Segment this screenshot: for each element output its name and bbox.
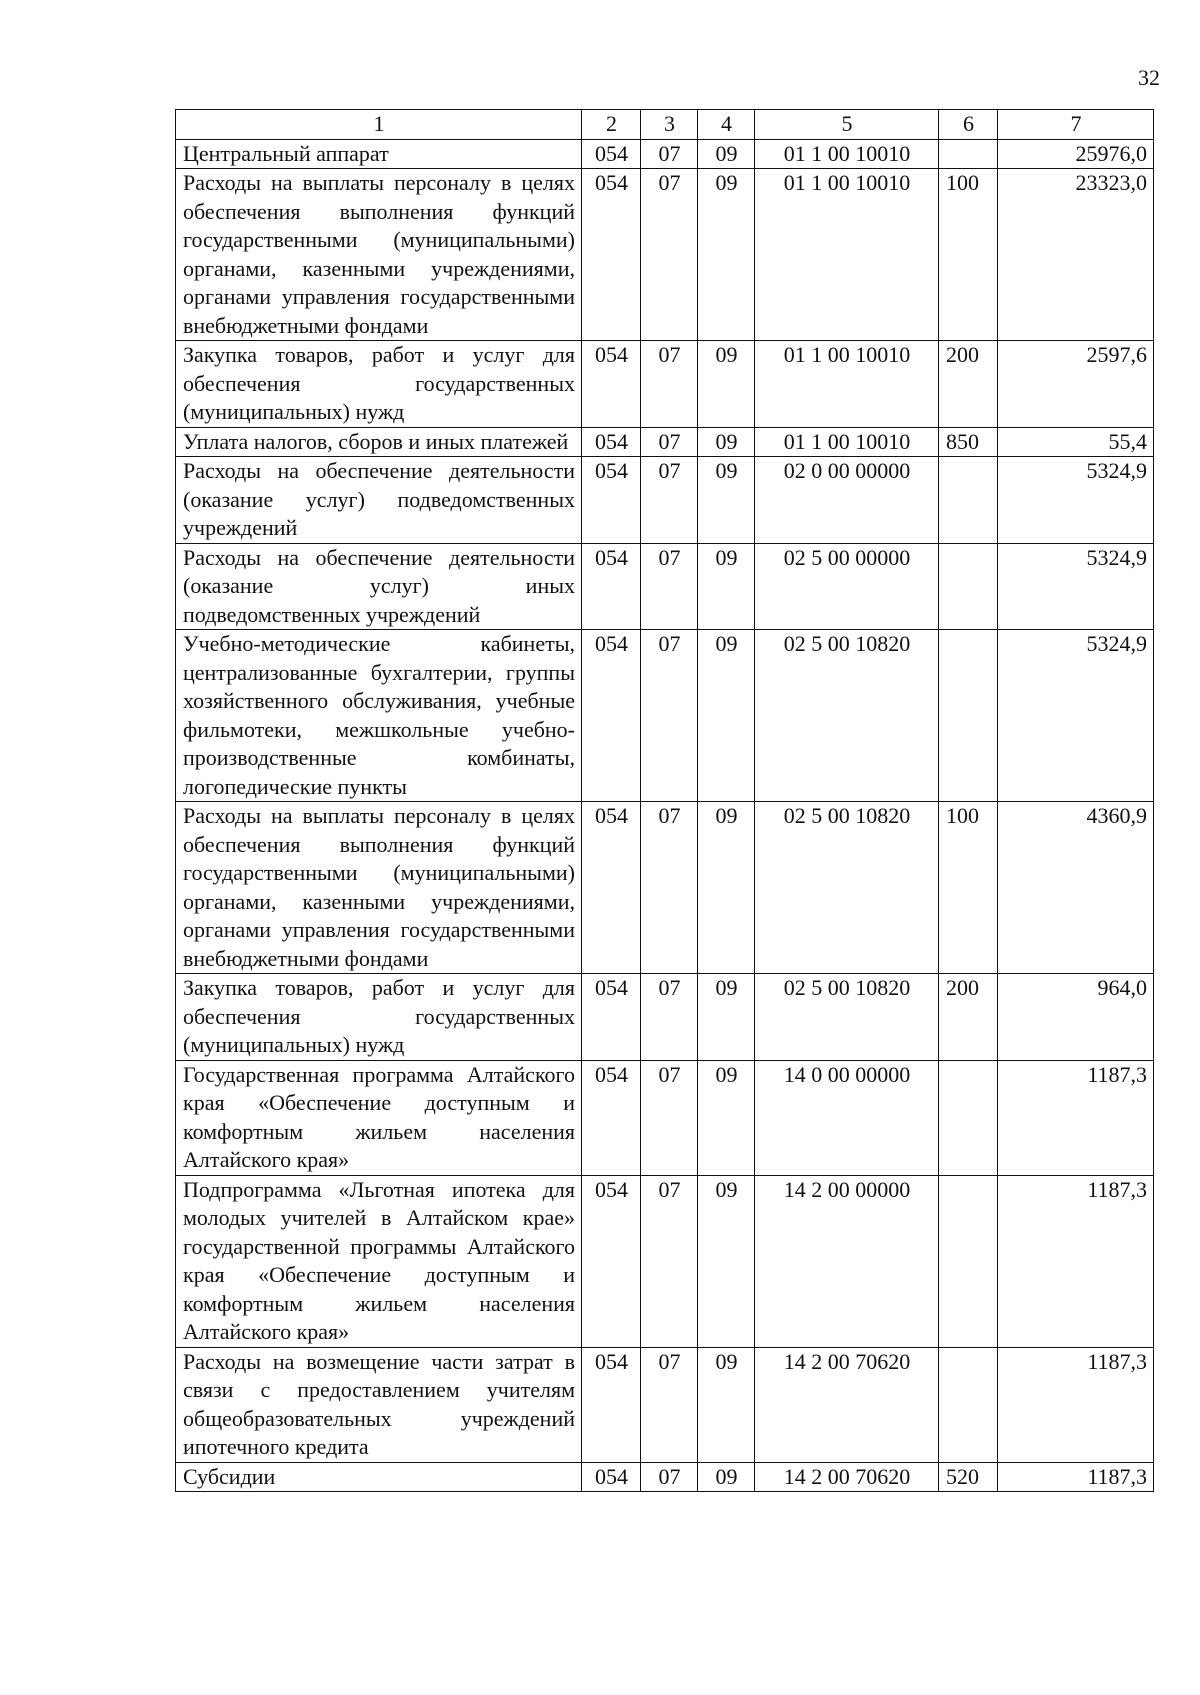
row-pr-cell: 09: [698, 630, 755, 802]
row-vr-cell: 850: [939, 427, 998, 457]
table-row: [176, 341, 1154, 428]
column-header-vr: 6: [939, 110, 998, 140]
row-csr-cell: 01 1 00 10010: [755, 169, 939, 341]
row-rz-cell: 07: [641, 139, 698, 169]
table-row: [176, 139, 1154, 169]
row-vr-cell: [939, 1060, 998, 1175]
column-header-csr: 5: [755, 110, 939, 140]
row-csr-cell: 01 1 00 10010: [755, 427, 939, 457]
table-row: [176, 630, 1154, 802]
row-csr-cell: 02 5 00 10820: [755, 974, 939, 1061]
row-ved-cell: 054: [582, 974, 641, 1061]
row-rz-cell: 07: [641, 1060, 698, 1175]
row-sum-cell: 1187,3: [998, 1175, 1154, 1347]
row-pr-cell: 09: [698, 1175, 755, 1347]
row-sum-cell: 1187,3: [998, 1060, 1154, 1175]
row-csr-cell: 01 1 00 10010: [755, 139, 939, 169]
row-name-cell: Подпрограмма «Льготная ипотека для молодых учителей в Алтайском крае» государственной программы Алтайского края «Обеспечение доступным и комфортным жильем населения Алтайского края»: [176, 1175, 582, 1347]
row-sum-cell: 23323,0: [998, 169, 1154, 341]
row-rz-cell: 07: [641, 1175, 698, 1347]
table-row: [176, 1060, 1154, 1175]
row-name-cell: Учебно-методические кабинеты, централизованные бухгалтерии, группы хозяйственного обслуживания, учебные фильмотеки, межшкольные учебно-производственные комбинаты, логопедические пункты: [176, 630, 582, 802]
row-rz-cell: 07: [641, 974, 698, 1061]
page-number: 32: [1138, 65, 1160, 90]
row-pr-cell: 09: [698, 802, 755, 974]
row-vr-cell: 520: [939, 1462, 998, 1492]
table-row: [176, 169, 1154, 341]
row-sum-cell: 5324,9: [998, 543, 1154, 630]
row-pr-cell: 09: [698, 169, 755, 341]
row-name-cell: Государственная программа Алтайского края «Обеспечение доступным и комфортным жильем населения Алтайского края»: [176, 1060, 582, 1175]
row-rz-cell: 07: [641, 630, 698, 802]
row-csr-cell: 14 2 00 70620: [755, 1347, 939, 1462]
table-row: [176, 1347, 1154, 1462]
row-csr-cell: 14 2 00 00000: [755, 1175, 939, 1347]
row-name-cell: Центральный аппарат: [176, 139, 582, 169]
row-vr-cell: 100: [939, 802, 998, 974]
header-row: [176, 110, 1154, 140]
row-csr-cell: 02 5 00 00000: [755, 543, 939, 630]
row-ved-cell: 054: [582, 457, 641, 544]
row-rz-cell: 07: [641, 543, 698, 630]
row-vr-cell: [939, 1175, 998, 1347]
row-rz-cell: 07: [641, 1462, 698, 1492]
row-ved-cell: 054: [582, 1462, 641, 1492]
row-vr-cell: [939, 1347, 998, 1462]
row-ved-cell: 054: [582, 139, 641, 169]
column-header-ved: 2: [582, 110, 641, 140]
row-rz-cell: 07: [641, 341, 698, 428]
row-pr-cell: 09: [698, 139, 755, 169]
row-vr-cell: [939, 630, 998, 802]
row-csr-cell: 14 2 00 70620: [755, 1462, 939, 1492]
row-csr-cell: 02 5 00 10820: [755, 802, 939, 974]
row-sum-cell: 5324,9: [998, 457, 1154, 544]
row-ved-cell: 054: [582, 543, 641, 630]
table-row: [176, 1462, 1154, 1492]
column-header-sum: 7: [998, 110, 1154, 140]
budget-table: [175, 109, 1154, 1492]
row-vr-cell: [939, 457, 998, 544]
row-csr-cell: 14 0 00 00000: [755, 1060, 939, 1175]
table-row: [176, 1175, 1154, 1347]
row-ved-cell: 054: [582, 630, 641, 802]
row-pr-cell: 09: [698, 1347, 755, 1462]
row-pr-cell: 09: [698, 341, 755, 428]
row-vr-cell: 100: [939, 169, 998, 341]
row-vr-cell: [939, 543, 998, 630]
row-sum-cell: 1187,3: [998, 1462, 1154, 1492]
row-csr-cell: 02 0 00 00000: [755, 457, 939, 544]
row-vr-cell: [939, 139, 998, 169]
row-sum-cell: 5324,9: [998, 630, 1154, 802]
row-pr-cell: 09: [698, 457, 755, 544]
row-rz-cell: 07: [641, 169, 698, 341]
row-rz-cell: 07: [641, 427, 698, 457]
row-pr-cell: 09: [698, 427, 755, 457]
row-sum-cell: 25976,0: [998, 139, 1154, 169]
row-pr-cell: 09: [698, 543, 755, 630]
row-sum-cell: 4360,9: [998, 802, 1154, 974]
table-row: [176, 543, 1154, 630]
row-name-cell: Расходы на выплаты персоналу в целях обеспечения выполнения функций государственными (муниципальными) органами, казенными учреждениями, органами управления государственными внебюджетными фондами: [176, 169, 582, 341]
row-csr-cell: 01 1 00 10010: [755, 341, 939, 428]
row-ved-cell: 054: [582, 802, 641, 974]
table-row: [176, 427, 1154, 457]
row-pr-cell: 09: [698, 1060, 755, 1175]
row-name-cell: Расходы на обеспечение деятельности (оказание услуг) иных подведомственных учреждений: [176, 543, 582, 630]
row-pr-cell: 09: [698, 974, 755, 1061]
row-ved-cell: 054: [582, 341, 641, 428]
row-rz-cell: 07: [641, 1347, 698, 1462]
column-header-rz: 3: [641, 110, 698, 140]
row-name-cell: Уплата налогов, сборов и иных платежей: [176, 427, 582, 457]
row-sum-cell: 964,0: [998, 974, 1154, 1061]
table-row: [176, 802, 1154, 974]
row-ved-cell: 054: [582, 1175, 641, 1347]
row-ved-cell: 054: [582, 1060, 641, 1175]
row-name-cell: Расходы на возмещение части затрат в связи с предоставлением учителям общеобразовательных учреждений ипотечного кредита: [176, 1347, 582, 1462]
row-vr-cell: 200: [939, 974, 998, 1061]
row-sum-cell: 2597,6: [998, 341, 1154, 428]
table-row: [176, 457, 1154, 544]
row-vr-cell: 200: [939, 341, 998, 428]
row-sum-cell: 55,4: [998, 427, 1154, 457]
row-name-cell: Расходы на выплаты персоналу в целях обеспечения выполнения функций государственными (муниципальными) органами, казенными учреждениями, органами управления государственными внебюджетными фондами: [176, 802, 582, 974]
row-ved-cell: 054: [582, 169, 641, 341]
row-name-cell: Закупка товаров, работ и услуг для обеспечения государственных (муниципальных) нужд: [176, 974, 582, 1061]
row-rz-cell: 07: [641, 457, 698, 544]
row-sum-cell: 1187,3: [998, 1347, 1154, 1462]
row-rz-cell: 07: [641, 802, 698, 974]
row-name-cell: Расходы на обеспечение деятельности (оказание услуг) подведомственных учреждений: [176, 457, 582, 544]
row-ved-cell: 054: [582, 1347, 641, 1462]
table-row: [176, 974, 1154, 1061]
row-csr-cell: 02 5 00 10820: [755, 630, 939, 802]
row-name-cell: Закупка товаров, работ и услуг для обеспечения государственных (муниципальных) нужд: [176, 341, 582, 428]
row-ved-cell: 054: [582, 427, 641, 457]
column-header-pr: 4: [698, 110, 755, 140]
column-header-name: 1: [176, 110, 582, 140]
row-pr-cell: 09: [698, 1462, 755, 1492]
row-name-cell: Субсидии: [176, 1462, 582, 1492]
